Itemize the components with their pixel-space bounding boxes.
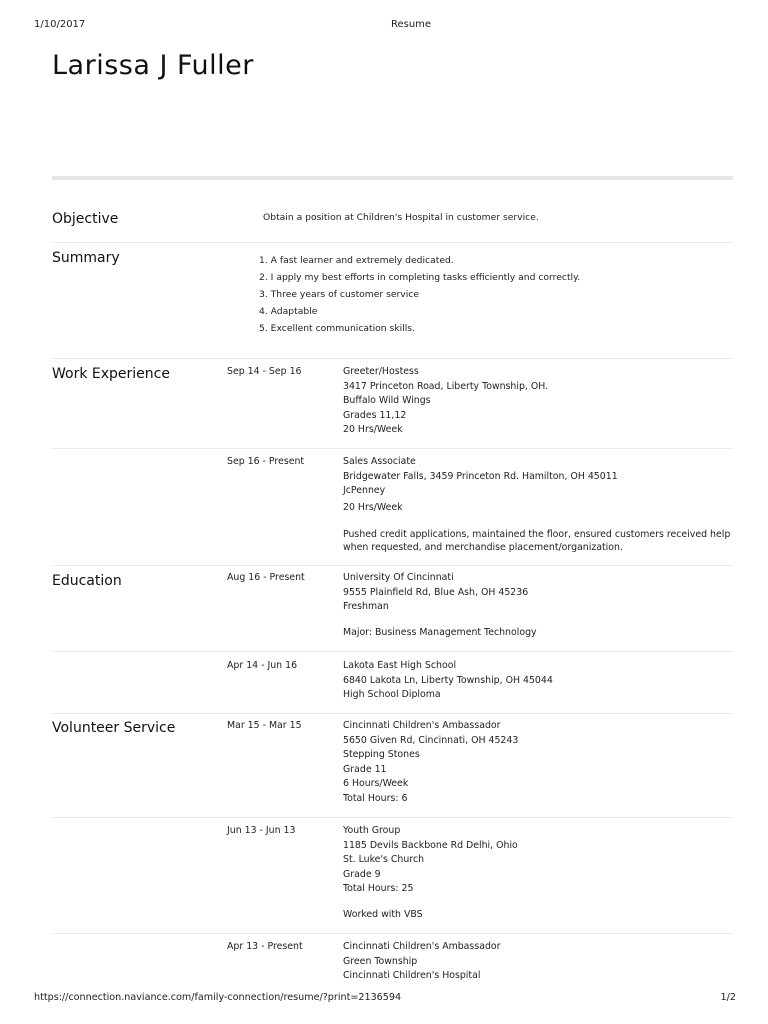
volunteer-entry <box>343 941 733 985</box>
work-grades: Grades 11,12 <box>343 409 407 421</box>
work-dates: Sep 14 - Sep 16 <box>227 366 302 377</box>
school-name: University Of Cincinnati <box>343 572 454 583</box>
summary-item: 1. A fast learner and extremely dedicated. <box>259 255 454 266</box>
work-description: Pushed credit applications, maintained the floor, ensured customers received help when requested, and merchandise placement/organization. <box>343 528 731 553</box>
entry-divider <box>52 933 733 934</box>
print-date: 1/10/2017 <box>34 19 86 30</box>
education-dates: Apr 14 - Jun 16 <box>227 660 298 671</box>
section-divider <box>52 242 733 243</box>
volunteer-hours: 6 Hours/Week <box>343 778 409 789</box>
education-dates: Aug 16 - Present <box>227 572 305 583</box>
section-divider <box>52 565 733 566</box>
education-heading: Education <box>52 573 122 589</box>
volunteer-address: Green Township <box>343 955 418 967</box>
section-divider <box>52 713 733 714</box>
volunteer-dates: Mar 15 - Mar 15 <box>227 720 302 731</box>
work-role: Sales Associate <box>343 456 416 467</box>
volunteer-program: Stepping Stones <box>343 749 420 760</box>
volunteer-total: Total Hours: 25 <box>343 883 414 894</box>
work-hours: 20 Hrs/Week <box>343 502 403 513</box>
section-divider <box>52 358 733 359</box>
name-divider <box>52 176 733 180</box>
work-entry <box>343 456 733 554</box>
work-heading: Work Experience <box>52 366 170 382</box>
volunteer-program: Cincinnati Children's Hospital <box>343 970 481 981</box>
entry-divider <box>52 817 733 818</box>
work-hours: 20 Hrs/Week <box>343 424 403 435</box>
school-level: Freshman <box>343 601 389 612</box>
volunteer-address: 5650 Given Rd, Cincinnati, OH 45243 <box>343 734 519 746</box>
school-name: Lakota East High School <box>343 660 457 671</box>
work-org: Buffalo Wild Wings <box>343 395 431 406</box>
volunteer-entry <box>343 825 733 923</box>
summary-heading: Summary <box>52 250 120 266</box>
school-level: High School Diploma <box>343 689 441 700</box>
page-number: 1/2 <box>720 992 736 1003</box>
entry-divider <box>52 651 733 652</box>
entry-divider <box>52 448 733 449</box>
school-address: 9555 Plainfield Rd, Blue Ash, OH 45236 <box>343 586 529 598</box>
work-dates: Sep 16 - Present <box>227 456 305 467</box>
volunteer-dates: Jun 13 - Jun 13 <box>227 825 296 836</box>
volunteer-org: Youth Group <box>343 825 401 836</box>
footer-url[interactable]: https://connection.naviance.com/family-connection/resume/?print=2136594 <box>34 992 402 1003</box>
volunteer-org: Cincinnati Children's Ambassador <box>343 720 501 731</box>
volunteer-entry <box>343 720 733 807</box>
objective-text: Obtain a position at Children's Hospital in customer service. <box>263 212 539 223</box>
candidate-name: Larissa J Fuller <box>52 50 254 81</box>
volunteer-address: 1185 Devils Backbone Rd Delhi, Ohio <box>343 839 518 851</box>
school-address: 6840 Lakota Ln, Liberty Township, OH 45044 <box>343 674 553 686</box>
work-address: Bridgewater Falls, 3459 Princeton Rd. Hamilton, OH 45011 <box>343 470 618 482</box>
school-major: Major: Business Management Technology <box>343 626 537 638</box>
volunteer-org: Cincinnati Children's Ambassador <box>343 941 501 952</box>
volunteer-dates: Apr 13 - Present <box>227 941 303 952</box>
summary-list <box>259 254 580 339</box>
objective-heading: Objective <box>52 211 119 227</box>
work-entry <box>343 366 733 439</box>
education-entry <box>343 660 733 704</box>
summary-item: 4. Adaptable <box>259 306 318 317</box>
volunteer-grade: Grade 11 <box>343 763 387 775</box>
print-title: Resume <box>390 19 432 30</box>
volunteer-total: Total Hours: 6 <box>343 792 408 804</box>
work-role: Greeter/Hostess <box>343 366 419 377</box>
volunteer-program: St. Luke's Church <box>343 854 425 865</box>
summary-item: 5. Excellent communication skills. <box>259 323 416 334</box>
volunteer-note: Worked with VBS <box>343 908 423 920</box>
education-entry <box>343 572 733 641</box>
volunteer-grade: Grade 9 <box>343 868 381 880</box>
work-org: JcPenney <box>343 485 386 496</box>
summary-item: 3. Three years of customer service <box>259 289 419 300</box>
volunteer-heading: Volunteer Service <box>52 720 176 736</box>
work-address: 3417 Princeton Road, Liberty Township, OH. <box>343 380 549 392</box>
summary-item: 2. I apply my best efforts in completing tasks efficiently and correctly. <box>259 272 581 283</box>
